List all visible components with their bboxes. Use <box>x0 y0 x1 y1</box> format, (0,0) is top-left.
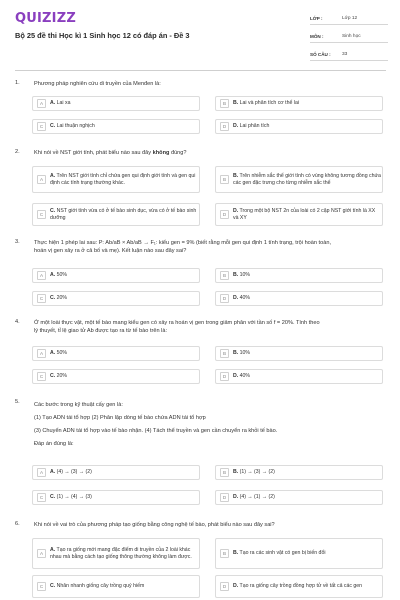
option-body: 10% <box>239 272 251 278</box>
option-letter-box: D <box>220 122 229 131</box>
meta-value: Sinh học <box>342 33 361 39</box>
option-label: D. <box>233 207 239 214</box>
option-label: D. <box>233 373 239 379</box>
option-label: C. <box>50 207 56 214</box>
option-letter-box: A <box>37 549 46 558</box>
option-label: B. <box>233 469 239 475</box>
question-line: Đáp án đúng là: <box>34 441 74 447</box>
option-letter-box: C <box>37 210 46 219</box>
option-a[interactable] <box>32 346 200 361</box>
option-body: Lai phân tích <box>239 123 270 129</box>
option-text <box>50 373 67 380</box>
option-d[interactable] <box>215 119 383 134</box>
option-text <box>233 350 250 357</box>
question-text <box>34 319 386 336</box>
option-body: Tạo ra các sinh vật có gen bị biến đổi <box>239 550 326 556</box>
option-label: A. <box>50 469 56 475</box>
question-line: Ở một loài thực vật, một tế bào mang kiểu gen có xảy ra hoán vị gen trong giảm phân với tần số f = 20%. Tính theo <box>34 320 320 326</box>
option-letter-box: A <box>37 349 46 358</box>
option-body: (1) → (4) → (3) <box>56 494 92 500</box>
option-d[interactable] <box>215 291 383 306</box>
option-label: A. <box>50 350 56 356</box>
option-letter-box: A <box>37 271 46 280</box>
option-label: D. <box>233 295 239 301</box>
option-text <box>233 100 299 107</box>
meta-label: MÔN : <box>310 33 324 39</box>
option-letter-box: D <box>220 294 229 303</box>
question-text <box>34 521 386 529</box>
option-body: (4) → (1) → (2) <box>239 494 275 500</box>
option-letter-box: D <box>220 582 229 591</box>
option-label: D. <box>233 583 239 589</box>
option-label: B. <box>233 350 239 356</box>
option-letter-box: C <box>37 294 46 303</box>
option-text <box>233 583 362 590</box>
meta-row-count <box>310 48 388 61</box>
option-c[interactable] <box>32 203 200 226</box>
option-text <box>233 295 250 302</box>
option-body: 40% <box>239 295 251 301</box>
question-number: 6. <box>15 521 20 527</box>
question-text <box>34 80 386 88</box>
option-label: C. <box>50 123 56 129</box>
question-text-pre: Khi nói về NST giới tính, phát biểu nào sau đây <box>34 150 153 156</box>
option-text <box>50 494 92 501</box>
option-c[interactable] <box>32 369 200 384</box>
question-number: 4. <box>15 319 20 325</box>
option-a[interactable] <box>32 538 200 569</box>
question-text <box>34 399 386 451</box>
option-label: A. <box>50 272 56 278</box>
option-letter-box: B <box>220 468 229 477</box>
option-text <box>50 583 144 590</box>
option-text <box>233 550 325 557</box>
page-title: Bộ 25 đề thi Học kì 1 Sinh học 12 có đáp án - Đề 3 <box>15 31 190 40</box>
meta-value: Lớp 12 <box>342 15 358 21</box>
question-line: Các bước trong kỹ thuật cấy gen là: <box>34 402 123 408</box>
option-text <box>50 173 199 187</box>
option-a[interactable] <box>32 268 200 283</box>
option-letter-box: B <box>220 349 229 358</box>
option-text <box>50 295 67 302</box>
option-body: Trên NST giới tính chỉ chứa gen qui định giới tính và gen qui định các tính trạng thường khác. <box>50 172 196 186</box>
question-line: lý thuyết, tỉ lệ giao tử Ab được tạo ra từ tế bào trên là: <box>34 328 168 335</box>
option-body: Lai và phân tích cơ thể lai <box>239 100 299 106</box>
question-text <box>34 239 386 256</box>
question-line: (1) Tạo ADN tái tổ hợp (2) Phân lập dòng tế bào chứa ADN tái tổ hợp <box>34 415 206 421</box>
option-letter-box: C <box>37 493 46 502</box>
option-text <box>233 272 250 279</box>
meta-value: 33 <box>342 51 348 57</box>
option-label: A. <box>50 546 56 553</box>
question-line <box>34 149 386 157</box>
option-c[interactable] <box>32 490 200 505</box>
option-letter-box: D <box>220 210 229 219</box>
option-letter-box: A <box>37 99 46 108</box>
option-letter-box: D <box>220 493 229 502</box>
question-number: 3. <box>15 239 20 245</box>
option-label: A. <box>50 100 56 106</box>
option-text <box>233 123 269 130</box>
option-text <box>50 208 199 222</box>
option-text <box>50 123 95 130</box>
option-letter-box: C <box>37 582 46 591</box>
meta-label: SỐ CÂU : <box>310 51 331 57</box>
option-d[interactable] <box>215 369 383 384</box>
option-text <box>50 547 199 561</box>
option-text <box>233 173 382 187</box>
option-letter-box: A <box>37 468 46 477</box>
question-number: 5. <box>15 399 20 405</box>
option-label: A. <box>50 172 56 179</box>
meta-row-subject <box>310 30 388 43</box>
option-body: 10% <box>239 350 251 356</box>
option-letter-box: B <box>220 549 229 558</box>
document-header <box>0 0 400 72</box>
quizizz-logo: QUIZIZZ <box>15 11 76 26</box>
question-line: (3) Chuyển ADN tái tổ hợp vào tế bào nhận. (4) Tách thể truyền và gen cần chuyển ra khỏi tế bào. <box>34 428 278 434</box>
option-label: C. <box>50 494 56 500</box>
question-number: 2. <box>15 149 20 155</box>
option-d[interactable] <box>215 575 383 598</box>
option-body: (1) → (3) → (2) <box>239 469 275 475</box>
header-divider <box>15 70 386 71</box>
option-body: NST giới tính vừa có ở tế bào sinh dục, vừa có ở tế bào sinh dưỡng <box>50 207 197 221</box>
option-b[interactable] <box>215 465 383 480</box>
option-letter-box: B <box>220 99 229 108</box>
option-body: Nhân nhanh giống cây trồng quý hiếm <box>56 583 145 589</box>
option-b[interactable] <box>215 166 383 193</box>
option-label: D. <box>233 494 239 500</box>
option-text <box>50 469 92 476</box>
meta-label: LỚP : <box>310 15 323 21</box>
meta-panel <box>310 12 388 66</box>
option-a[interactable] <box>32 465 200 480</box>
option-text <box>50 350 67 357</box>
option-body: Tạo ra giống cây trồng đồng hợp tử về tất cả các gen <box>239 583 363 589</box>
option-label: D. <box>233 123 239 129</box>
option-letter-box: C <box>37 122 46 131</box>
option-body: 50% <box>56 272 68 278</box>
option-d[interactable] <box>215 203 383 226</box>
option-label: B. <box>233 272 239 278</box>
option-label: B. <box>233 550 239 556</box>
option-b[interactable] <box>215 96 383 111</box>
option-body: 20% <box>56 295 68 301</box>
option-body: 50% <box>56 350 68 356</box>
option-b[interactable] <box>215 346 383 361</box>
meta-row-class <box>310 12 388 25</box>
option-b[interactable] <box>215 538 383 569</box>
option-body: 20% <box>56 373 68 379</box>
option-letter-box: B <box>220 175 229 184</box>
question-text-post: đúng? <box>169 150 187 156</box>
option-c[interactable] <box>32 119 200 134</box>
option-label: B. <box>233 172 239 179</box>
question-text <box>34 149 386 157</box>
option-letter-box: A <box>37 175 46 184</box>
option-body: Trong một bộ NST 2n của loài có 2 cặp NST giới tính là XX và XY <box>233 207 376 221</box>
option-text <box>233 208 382 222</box>
option-text <box>233 494 275 501</box>
option-label: C. <box>50 295 56 301</box>
option-letter-box: D <box>220 372 229 381</box>
option-body: Lai thuận nghịch <box>56 123 95 129</box>
option-letter-box: C <box>37 372 46 381</box>
option-body: Tạo ra giống mới mang đặc điểm di truyền của 2 loài khác nhau mà bằng cách tạo giống thông thường không làm được. <box>50 546 192 560</box>
option-body: 40% <box>239 373 251 379</box>
question-line: Thực hiện 1 phép lai sau: P: Ab/aB × Ab/aB → F₁: kiểu gen = 9% (biết rằng mỗi gen qui định 1 tính trạng, trội hoàn toàn, <box>34 240 332 246</box>
option-text <box>50 272 67 279</box>
option-c[interactable] <box>32 575 200 598</box>
question-line: Phương pháp nghiên cứu di truyền của Menđen là: <box>34 81 161 87</box>
question-line: Khi nói về vai trò của phương pháp tạo giống bằng công nghệ tế bào, phát biểu nào sau đây sai? <box>34 522 275 528</box>
option-text <box>233 469 275 476</box>
option-c[interactable] <box>32 291 200 306</box>
question-text-emphasis: không <box>152 150 170 156</box>
option-text <box>233 373 250 380</box>
option-letter-box: B <box>220 271 229 280</box>
option-body: Trên nhiễm sắc thể giới tính có vùng không tương đồng chứa các gen đặc trưng cho từng nhiễm sắc thể <box>233 172 381 186</box>
option-label: C. <box>50 373 56 379</box>
option-body: (4) → (3) → (2) <box>56 469 92 475</box>
option-label: C. <box>50 583 56 589</box>
option-a[interactable] <box>32 96 200 111</box>
question-number: 1. <box>15 80 20 86</box>
option-d[interactable] <box>215 490 383 505</box>
option-b[interactable] <box>215 268 383 283</box>
option-text <box>50 100 70 107</box>
option-label: B. <box>233 100 239 106</box>
question-line: hoán vị gen xảy ra ở cả bố và mẹ). Kết luận nào sau đây sai? <box>34 248 187 255</box>
option-a[interactable] <box>32 166 200 193</box>
option-body: Lai xa <box>56 100 71 106</box>
